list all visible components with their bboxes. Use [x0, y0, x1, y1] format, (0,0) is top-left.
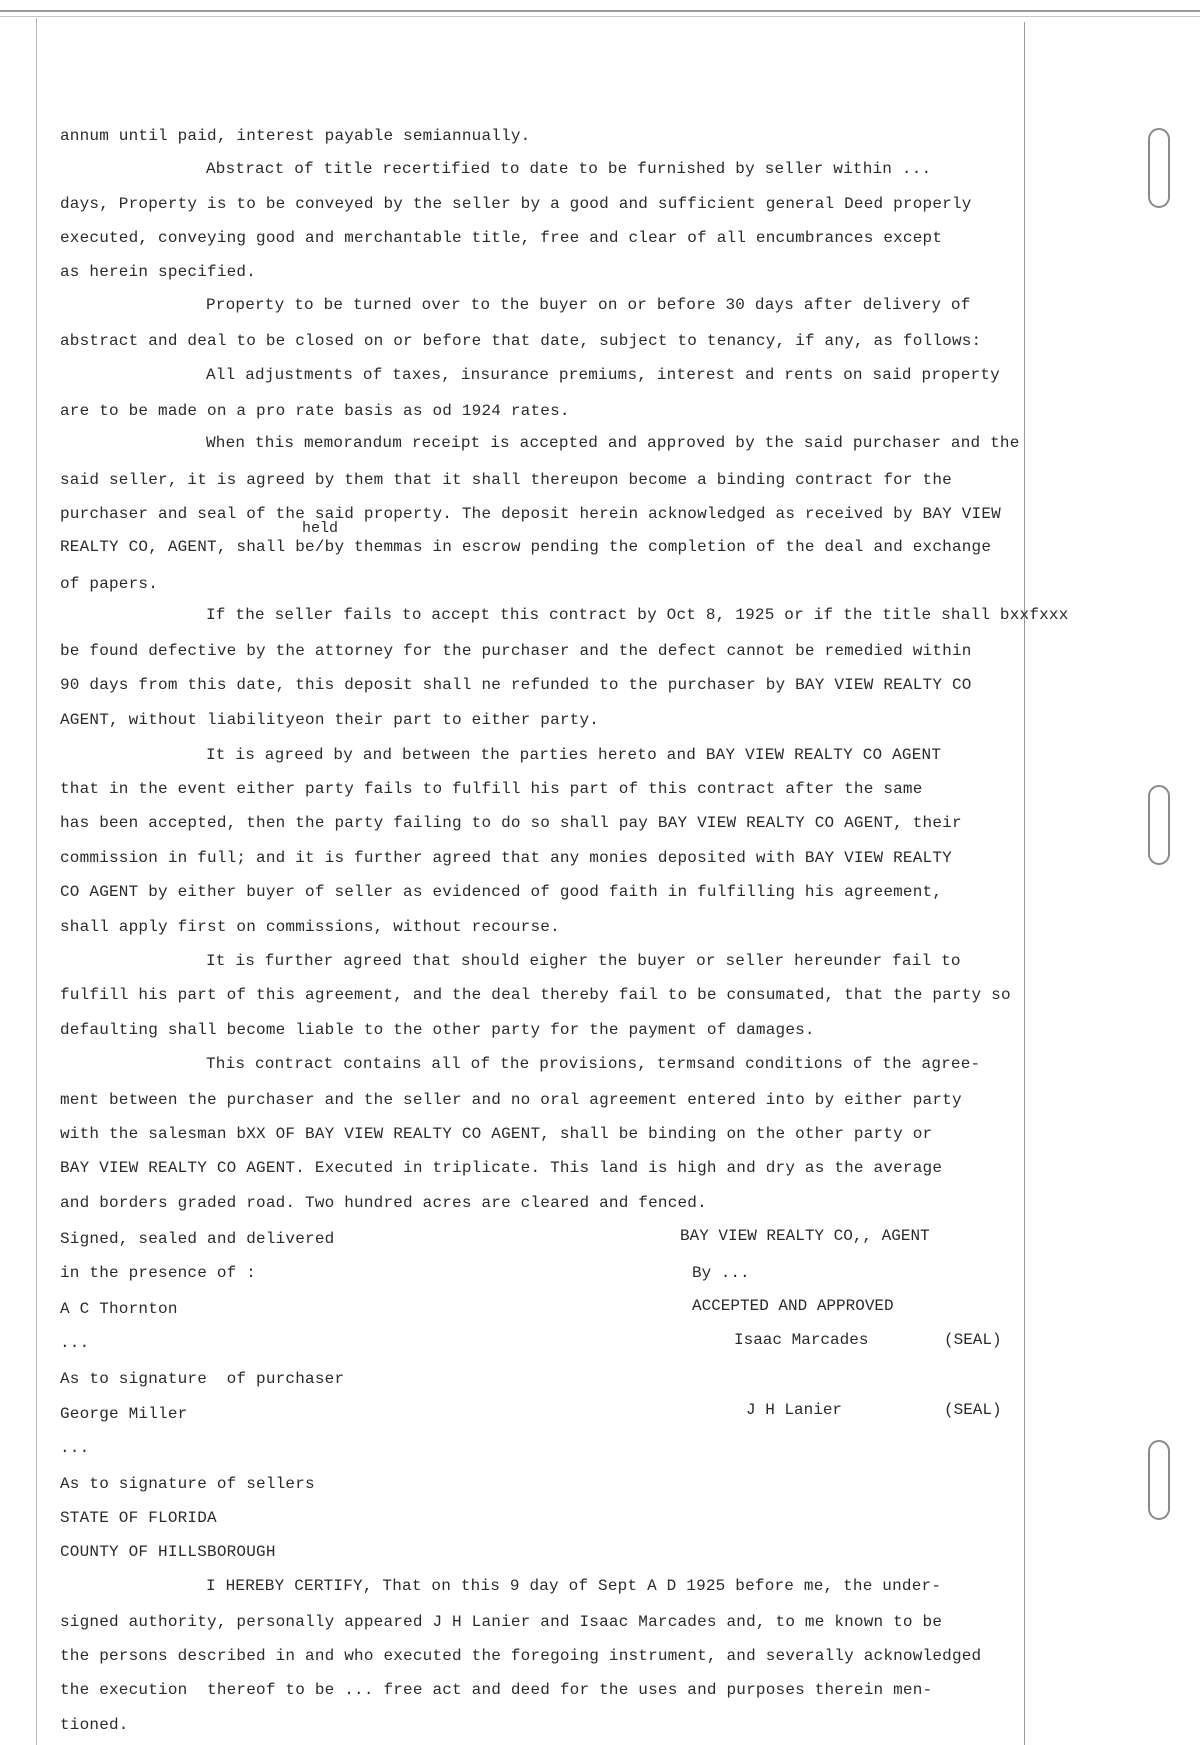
text-line: signed authority, personally appeared J H Lanier and Isaac Marcades and, to me known to be: [60, 1613, 943, 1631]
text-line: has been accepted, then the party failing to do so shall pay BAY VIEW REALTY CO AGENT, their: [60, 814, 962, 832]
text-line: ment between the purchaser and the seller and no oral agreement entered into by either party: [60, 1091, 962, 1109]
text-line: AGENT, without liabilityeon their part to either party.: [60, 711, 600, 729]
witness-line: Signed, sealed and delivered: [60, 1230, 335, 1248]
text-line: be found defective by the attorney for the purchaser and the defect cannot be remedied within: [60, 642, 972, 660]
text-line: All adjustments of taxes, insurance premiums, interest and rents on said property: [206, 366, 1000, 384]
text-line: When this memorandum receipt is accepted and approved by the said purchaser and the: [206, 434, 1020, 452]
text-line: shall apply first on commissions, without recourse.: [60, 918, 560, 936]
text-line: REALTY CO, AGENT, shall be/by themmas in escrow pending the completion of the deal and exchange: [60, 538, 992, 556]
county-line: COUNTY OF HILLSBOROUGH: [60, 1543, 276, 1561]
signature-placeholder: ...: [60, 1334, 90, 1352]
signatory-name: Isaac Marcades: [734, 1331, 869, 1349]
signature-placeholder: ...: [60, 1439, 90, 1457]
text-line: BAY VIEW REALTY CO AGENT. Executed in triplicate. This land is high and dry as the average: [60, 1159, 943, 1177]
text-line: are to be made on a pro rate basis as od 1924 rates.: [60, 402, 570, 420]
text-line: It is agreed by and between the parties hereto and BAY VIEW REALTY CO AGENT: [206, 746, 942, 764]
state-line: STATE OF FLORIDA: [60, 1509, 217, 1527]
interlinear-insert: held: [302, 520, 339, 537]
seal-mark: (SEAL): [944, 1331, 1002, 1349]
witness-line: As to signature of purchaser: [60, 1370, 345, 1388]
witness-name: George Miller: [60, 1405, 188, 1423]
witness-line: As to signature of sellers: [60, 1475, 315, 1493]
text-line: 90 days from this date, this deposit shall ne refunded to the purchaser by BAY VIEW REALTY CO: [60, 676, 972, 694]
text-line: the execution thereof to be ... free act and deed for the uses and purposes therein men-: [60, 1681, 933, 1699]
text-line: purchaser and seal of the said property. The deposit herein acknowledged as received by BAY VIEW: [60, 505, 1001, 523]
agent-name: BAY VIEW REALTY CO,, AGENT: [680, 1227, 930, 1245]
text-line: tioned.: [60, 1716, 129, 1734]
text-line: It is further agreed that should eigher the buyer or seller hereunder fail to: [206, 952, 961, 970]
text-line: with the salesman bXX OF BAY VIEW REALTY CO AGENT, shall be binding on the other party or: [60, 1125, 933, 1143]
witness-name: A C Thornton: [60, 1300, 178, 1318]
text-line: abstract and deal to be closed on or before that date, subject to tenancy, if any, as follows:: [60, 332, 982, 350]
text-line: executed, conveying good and merchantable title, free and clear of all encumbrances except: [60, 229, 943, 247]
text-line: Property to be turned over to the buyer on or before 30 days after delivery of: [206, 296, 971, 314]
text-line: defaulting shall become liable to the other party for the payment of damages.: [60, 1021, 815, 1039]
signatory-name: J H Lanier: [746, 1401, 843, 1419]
text-line: of papers.: [60, 575, 159, 593]
text-line: commission in full; and it is further agreed that any monies deposited with BAY VIEW REALTY: [60, 849, 952, 867]
accepted-approved: ACCEPTED AND APPROVED: [692, 1297, 894, 1315]
text-line: the persons described in and who executed the foregoing instrument, and severally acknowledged: [60, 1647, 982, 1665]
text-line: I HEREBY CERTIFY, That on this 9 day of Sept A D 1925 before me, the under-: [206, 1577, 942, 1595]
text-line: annum until paid, interest payable semiannually.: [60, 127, 531, 145]
text-line: This contract contains all of the provisions, termsand conditions of the agree-: [206, 1055, 981, 1073]
agent-by: By ...: [692, 1264, 750, 1282]
seal-mark: (SEAL): [944, 1401, 1002, 1419]
witness-line: in the presence of :: [60, 1264, 257, 1282]
text-line: fulfill his part of this agreement, and the deal thereby fail to be consumated, that the party so: [60, 986, 1011, 1004]
text-line: said seller, it is agreed by them that it shall thereupon become a binding contract for the: [60, 471, 952, 489]
text-line: If the seller fails to accept this contract by Oct 8, 1925 or if the title shall bxxfxxx: [206, 606, 1069, 624]
text-line: CO AGENT by either buyer of seller as evidenced of good faith in fulfilling his agreement,: [60, 883, 943, 901]
text-line: as herein specified.: [60, 263, 257, 281]
text-line: Abstract of title recertified to date to be furnished by seller within ...: [206, 160, 932, 178]
text-line: that in the event either party fails to fulfill his part of this contract after the same: [60, 780, 923, 798]
text-line: days, Property is to be conveyed by the seller by a good and sufficient general Deed properly: [60, 195, 972, 213]
text-line: and borders graded road. Two hundred acres are cleared and fenced.: [60, 1194, 707, 1212]
